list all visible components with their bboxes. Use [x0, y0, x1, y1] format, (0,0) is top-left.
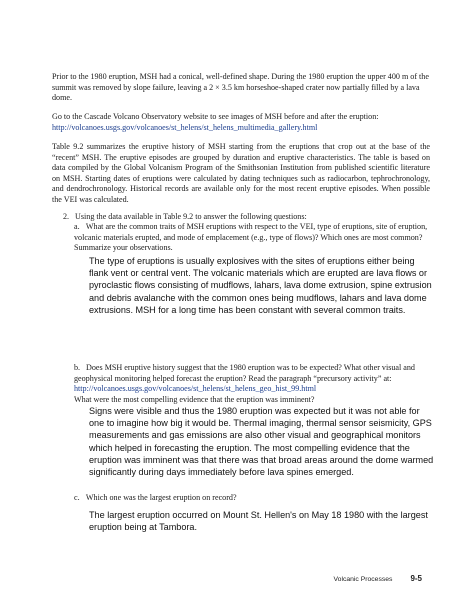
question-2a-text: What are the common traits of MSH eruptions with respect to the VEI, type of eruptions, site of eruption, volcanic materials erupted, and mode of emplacement (e.g., type of flows)? Which ones are most common? Summarize your observations.: [74, 222, 428, 253]
footer-section-title: Volcanic Processes: [333, 576, 393, 583]
question-2a: [74, 222, 434, 254]
question-2c: [74, 493, 434, 504]
page-footer: [334, 574, 423, 583]
intro-paragraph-3: Table 9.2 summarizes the eruptive history of MSH starting from the eruptions that crop out at the base of the “recent” MSH. The eruptive episodes are grouped by duration and eruptive characteristics. The table is based on data compiled by the Global Volcanism Program of the Smithsonian Institution from published scientific literature on MSH. Starting dates of eruptions were calculated by dating techniques such as radiocarbon, tephrochronology, and dendrochronology. Historical records are available only for the most recent eruptive episodes. When possible the VEI was calculated.: [52, 142, 430, 204]
page-number: 9-5: [410, 574, 422, 583]
answer-2a: The type of eruptions is usually explosives with the sites of eruptions either being flank vent or central vent. The volcanic materials which are erupted are lava flows or pyroclastic flows consisting of mudflows, lahars, lava dome extrusion, spine extrusion and debris avalanche with the common ones being mudflows, lahars and lava dome extrusions. MSH for a long time has been constant with several common traits.: [89, 256, 432, 315]
question-2-number: 2.: [63, 212, 70, 221]
answer-2c: The largest eruption occurred on Mount St. Hellen's on May 18 1980 with the largest eruption being at Tambora.: [89, 510, 428, 533]
intro-paragraph-1: Prior to the 1980 eruption, MSH had a conical, well-defined shape. During the 1980 eruption the upper 400 m of the summit was removed by slope failure, leaving a 2 × 3.5 km horseshoe-shaped crater now partially filled by a lava dome.: [52, 72, 429, 103]
geo-history-link[interactable]: http://volcanoes.usgs.gov/volcanoes/st_helens/st_helens_geo_hist_99.html: [74, 384, 317, 394]
question-2-text: Using the data available in Table 9.2 to answer the following questions:: [75, 212, 307, 221]
question-2a-letter: a.: [74, 222, 80, 231]
answer-2b: Signs were visible and thus the 1980 eruption was expected but it was not able for one to imagine how big it would be. Thermal imaging, thermal sensor seismicity, GPS measurements and gas emissions are also other visual and geographical monitors which helped in forecasting the eruption. The most compelling evidence that the eruption was imminent was that there was that broad areas around the dome warmed significantly during days immediately before lava spines emerged.: [89, 406, 434, 478]
question-2: [63, 212, 433, 223]
question-2c-letter: c.: [74, 493, 80, 502]
question-2b: [74, 363, 434, 405]
intro-paragraph-2: [52, 112, 430, 133]
question-2b-text-after: What were the most compelling evidence that the eruption was imminent?: [74, 394, 315, 404]
question-2c-text: Which one was the largest eruption on record?: [85, 493, 237, 502]
multimedia-gallery-link[interactable]: http://volcanoes.usgs.gov/volcanoes/st_helens/st_helens_multimedia_gallery.html: [52, 122, 318, 132]
question-2b-letter: b.: [74, 363, 81, 372]
question-2b-text: Does MSH eruptive history suggest that the 1980 eruption was to be expected? What other visual and geophysical monitoring helped forecast the eruption? Read the paragraph “precursory activity” at:: [74, 363, 415, 383]
intro-paragraph-2-text: Go to the Cascade Volcano Observatory website to see images of MSH before and after the eruption:: [52, 112, 379, 121]
